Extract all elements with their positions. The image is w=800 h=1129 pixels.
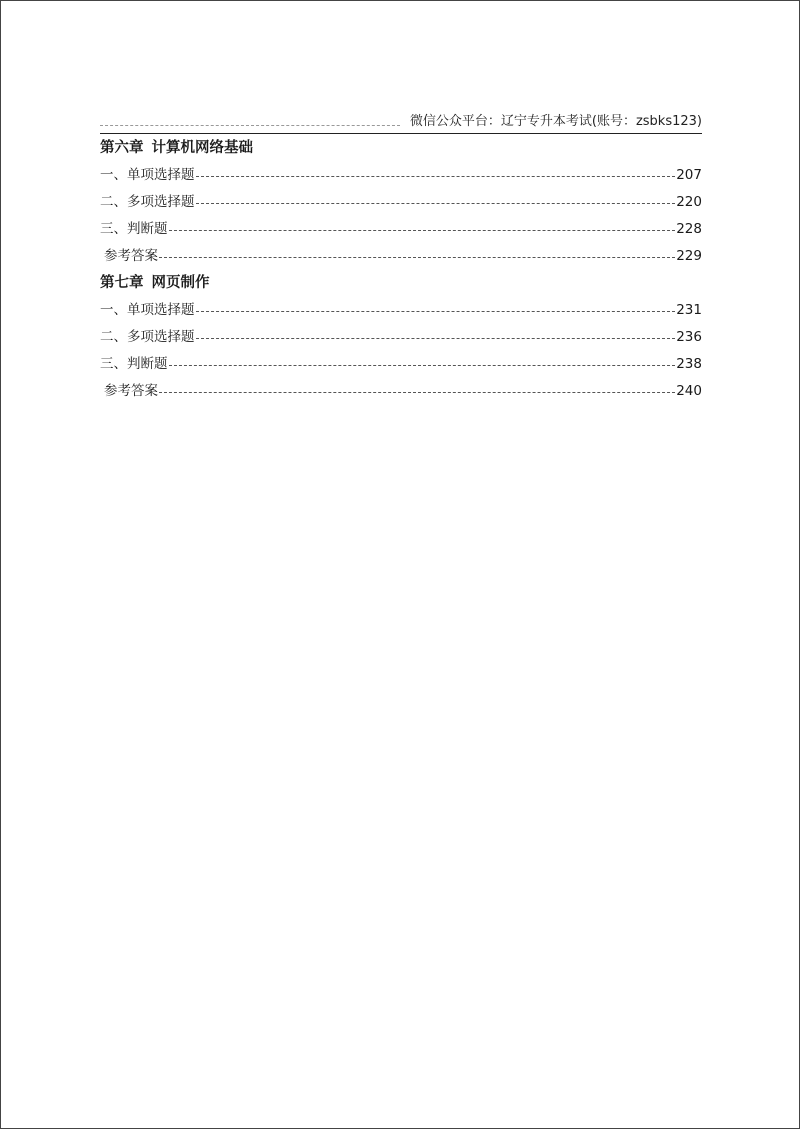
toc-entry-label: 参考答案 xyxy=(104,248,158,264)
page-header xyxy=(100,113,702,134)
toc-leader-dashes xyxy=(169,230,676,231)
toc-leader-dashes xyxy=(196,338,676,339)
toc-leader-dashes xyxy=(196,176,676,177)
toc-entry-label: 二、多项选择题 xyxy=(100,194,195,210)
toc-page-number: 236 xyxy=(676,329,702,345)
toc-entry[interactable] xyxy=(100,162,702,189)
toc-entry-label: 一、单项选择题 xyxy=(100,167,195,183)
toc-entry[interactable] xyxy=(100,351,702,378)
toc-entry[interactable] xyxy=(100,243,702,270)
toc-page-number: 240 xyxy=(676,383,702,399)
toc-page-number: 238 xyxy=(676,356,702,372)
toc-entry[interactable] xyxy=(100,378,702,405)
chapter-heading-6 xyxy=(100,135,702,162)
chapter-title: 计算机网络基础 xyxy=(151,140,253,156)
header-dashed-rule xyxy=(100,125,400,126)
toc-entry-label: 三、判断题 xyxy=(100,221,168,237)
toc-entry[interactable] xyxy=(100,216,702,243)
toc-entry-label: 参考答案 xyxy=(104,383,158,399)
toc-entry[interactable] xyxy=(100,324,702,351)
toc-page-number: 229 xyxy=(676,248,702,264)
chapter-number: 第七章 xyxy=(100,275,144,291)
toc-leader-dashes xyxy=(159,392,675,393)
toc-entry-label: 二、多项选择题 xyxy=(100,329,195,345)
chapter-title: 网页制作 xyxy=(151,275,210,291)
toc-leader-dashes xyxy=(196,311,676,312)
table-of-contents xyxy=(100,135,702,405)
toc-entry-label: 一、单项选择题 xyxy=(100,302,195,318)
toc-page-number: 207 xyxy=(676,167,702,183)
chapter-number: 第六章 xyxy=(100,140,144,156)
toc-page-number: 231 xyxy=(676,302,702,318)
toc-leader-dashes xyxy=(169,365,676,366)
toc-entry-label: 三、判断题 xyxy=(100,356,168,372)
toc-leader-dashes xyxy=(196,203,676,204)
toc-leader-dashes xyxy=(159,257,675,258)
header-text: 微信公众平台：辽宁专升本考试(账号：zsbks123) xyxy=(409,114,702,129)
toc-entry[interactable] xyxy=(100,297,702,324)
toc-page-number: 228 xyxy=(676,221,702,237)
toc-page-number: 220 xyxy=(676,194,702,210)
toc-entry[interactable] xyxy=(100,189,702,216)
chapter-heading-7 xyxy=(100,270,702,297)
